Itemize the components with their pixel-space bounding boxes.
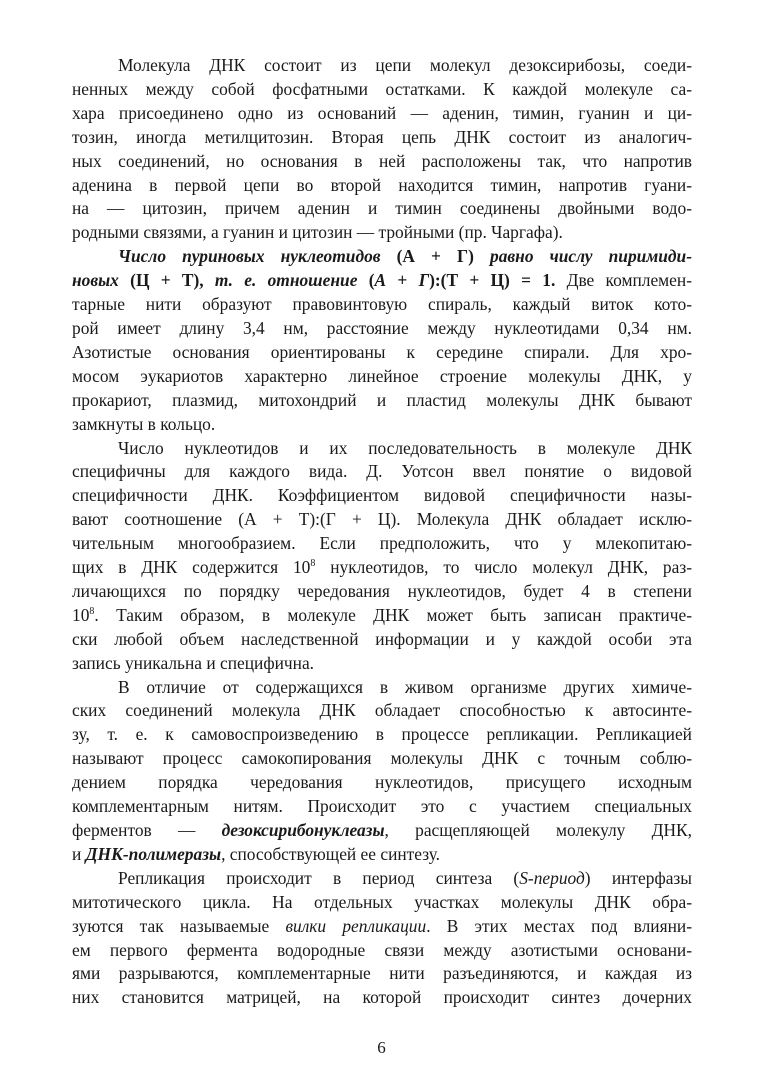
text-line bbox=[72, 819, 692, 843]
text-segment: на — цитозин, причем аденин и тимин соединены двойными водо- bbox=[72, 198, 692, 219]
text-segment: зу, т. е. к самовоспроизведению в процессе репликации. Репликацией bbox=[72, 724, 692, 745]
text-line bbox=[72, 676, 692, 700]
text-segment: ДНК-полимеразы bbox=[85, 843, 222, 864]
text-segment: митотического цикла. На отдельных участках молекулы ДНК обра- bbox=[72, 891, 692, 912]
text-segment: называют процесс самокопирования молекулы ДНК с точным соблю- bbox=[72, 748, 692, 769]
text-segment: ями разрываются, комплементарные нити разъединяются, и каждая из bbox=[72, 963, 692, 984]
text-line bbox=[72, 915, 692, 939]
text-segment: т. е. отношение bbox=[214, 270, 369, 291]
paragraph bbox=[72, 245, 692, 436]
text-line bbox=[72, 365, 692, 389]
text-line bbox=[72, 604, 692, 628]
page-number: 6 bbox=[377, 1038, 386, 1057]
text-line bbox=[72, 723, 692, 747]
text-line bbox=[72, 78, 692, 102]
text-line bbox=[72, 126, 692, 150]
text-line bbox=[72, 939, 692, 963]
text-line bbox=[72, 341, 692, 365]
text-line bbox=[72, 867, 692, 891]
text-line bbox=[72, 269, 692, 293]
text-segment: равно числу пиримиди- bbox=[490, 246, 692, 267]
text-segment: Азотистые основания ориентированы к середине спирали. Для хро- bbox=[72, 341, 692, 362]
text-line bbox=[72, 556, 692, 580]
text-segment: дением порядка чередования нуклеотидов, присущего исходным bbox=[72, 772, 692, 793]
text-line bbox=[72, 174, 692, 198]
text-segment: и bbox=[72, 843, 86, 864]
text-segment: аденина в первой цепи во второй находится тимин, напротив гуани- bbox=[72, 174, 692, 195]
text-segment: . В этих местах под влияни- bbox=[426, 915, 692, 936]
text-segment: ски любой объем наследственной информации и у каждой особи эта bbox=[72, 628, 692, 649]
text-segment: ):(Т + Ц) = 1. bbox=[429, 270, 556, 291]
text-segment: зуются так называемые bbox=[72, 915, 286, 936]
text-segment: чительным многообразием. Если предположить, что у млекопитаю- bbox=[72, 533, 692, 554]
text-segment: , расщепляющей молекулу ДНК, bbox=[384, 820, 692, 840]
text-segment: вилки репликации bbox=[285, 915, 427, 936]
text-segment: щих в ДНК содержится 10 bbox=[72, 557, 311, 578]
text-segment: ненных между собой фосфатными остатками. К каждой молекуле са- bbox=[72, 78, 692, 99]
text-line bbox=[72, 197, 692, 221]
text-segment: прокариот, плазмид, митохондрий и пластид молекулы ДНК бывают bbox=[72, 389, 692, 410]
text-line bbox=[72, 54, 692, 78]
text-segment: них становится матрицей, на которой происходит синтез дочерних bbox=[72, 987, 692, 1008]
text-segment: + bbox=[386, 270, 419, 291]
text-segment: . Таким образом, в молекуле ДНК может быть записан практиче- bbox=[94, 604, 692, 625]
text-segment: Молекула ДНК состоит из цепи молекул дезоксирибозы, соеди- bbox=[118, 55, 692, 75]
text-line bbox=[72, 986, 692, 1010]
text-line bbox=[72, 843, 692, 867]
text-segment: (А + Г) bbox=[396, 246, 490, 267]
text-line bbox=[72, 771, 692, 795]
text-line bbox=[72, 628, 692, 652]
text-segment: специфичны для каждого вида. Д. Уотсон ввел понятие о видовой bbox=[72, 461, 692, 482]
text-line bbox=[72, 245, 692, 269]
superscript: 8 bbox=[89, 606, 95, 618]
text-line bbox=[72, 795, 692, 819]
text-line bbox=[72, 891, 692, 915]
text-line bbox=[72, 652, 692, 676]
text-segment: ( bbox=[368, 270, 375, 291]
paragraph bbox=[72, 437, 692, 676]
text-segment: дезоксирибонуклеазы bbox=[221, 820, 385, 840]
paragraph bbox=[72, 676, 692, 867]
text-segment: тарные нити образуют правовинтовую спираль, каждый виток кото- bbox=[72, 294, 692, 315]
text-line bbox=[72, 484, 692, 508]
text-segment: ских соединений молекула ДНК обладает способностью к автосинте- bbox=[72, 700, 692, 721]
text-segment: вают соотношение (А + Т):(Г + Ц). Молекула ДНК обладает исклю- bbox=[72, 509, 692, 530]
body-text bbox=[72, 54, 692, 1010]
text-segment: (Ц + Т), bbox=[130, 270, 215, 291]
text-line bbox=[72, 532, 692, 556]
text-segment: Число нуклеотидов и их последовательность в молекуле ДНК bbox=[118, 437, 692, 458]
text-segment: Две комплемен- bbox=[555, 270, 692, 291]
text-segment: рой имеет длину 3,4 нм, расстояние между нуклеотидами 0,34 нм. bbox=[72, 317, 692, 338]
text-line bbox=[72, 221, 692, 245]
text-segment: личающихся по порядку чередования нуклеотидов, будет 4 в степени bbox=[72, 580, 692, 601]
text-segment: S-период bbox=[519, 867, 585, 888]
text-line bbox=[72, 389, 692, 413]
text-line bbox=[72, 293, 692, 317]
text-segment: 10 bbox=[72, 604, 90, 625]
text-segment: А bbox=[374, 270, 387, 291]
text-segment: ем первого фермента водородные связи между азотистыми основани- bbox=[72, 939, 692, 960]
text-segment: ) интерфазы bbox=[584, 867, 692, 888]
text-segment: , способствующей ее синтезу. bbox=[221, 843, 441, 864]
text-segment: родными связями, а гуанин и цитозин — тройными (пр. Чаргафа). bbox=[72, 222, 563, 243]
text-segment: Репликация происходит в период синтеза ( bbox=[118, 867, 520, 888]
text-line bbox=[72, 508, 692, 532]
text-segment: тозин, иногда метилцитозин. Вторая цепь ДНК состоит из аналогич- bbox=[72, 126, 692, 147]
paragraph bbox=[72, 867, 692, 1010]
text-segment: запись уникальна и специфична. bbox=[72, 652, 315, 673]
text-line bbox=[72, 460, 692, 484]
paragraph bbox=[72, 54, 692, 245]
text-segment: комплементарным нитям. Происходит это с участием специальных bbox=[72, 796, 692, 817]
text-line bbox=[72, 437, 692, 461]
text-segment: специфичности ДНК. Коэффициентом видовой специфичности назы- bbox=[72, 485, 692, 506]
text-line bbox=[72, 962, 692, 986]
text-segment: мосом эукариотов характерно линейное строение молекулы ДНК, у bbox=[72, 365, 692, 386]
superscript: 8 bbox=[310, 558, 316, 570]
text-segment: Число пуриновых нуклеотидов bbox=[118, 246, 397, 267]
text-segment: замкнуты в кольцо. bbox=[72, 413, 216, 434]
text-segment: Г bbox=[418, 270, 430, 291]
text-line bbox=[72, 747, 692, 771]
text-segment: хара присоединено одно из оснований — аденин, тимин, гуанин и ци- bbox=[72, 102, 692, 123]
text-line bbox=[72, 317, 692, 341]
text-line bbox=[72, 102, 692, 126]
text-line bbox=[72, 580, 692, 604]
text-line bbox=[72, 699, 692, 723]
text-segment: В отличие от содержащихся в живом организме других химиче- bbox=[118, 676, 692, 697]
text-segment: ных соединений, но основания в ней расположены так, что напротив bbox=[72, 150, 692, 171]
text-segment: новых bbox=[72, 270, 131, 291]
text-segment: ферментов — bbox=[72, 820, 222, 840]
text-line bbox=[72, 413, 692, 437]
text-line bbox=[72, 150, 692, 174]
text-segment: нуклеотидов, то число молекул ДНК, раз- bbox=[315, 557, 692, 578]
